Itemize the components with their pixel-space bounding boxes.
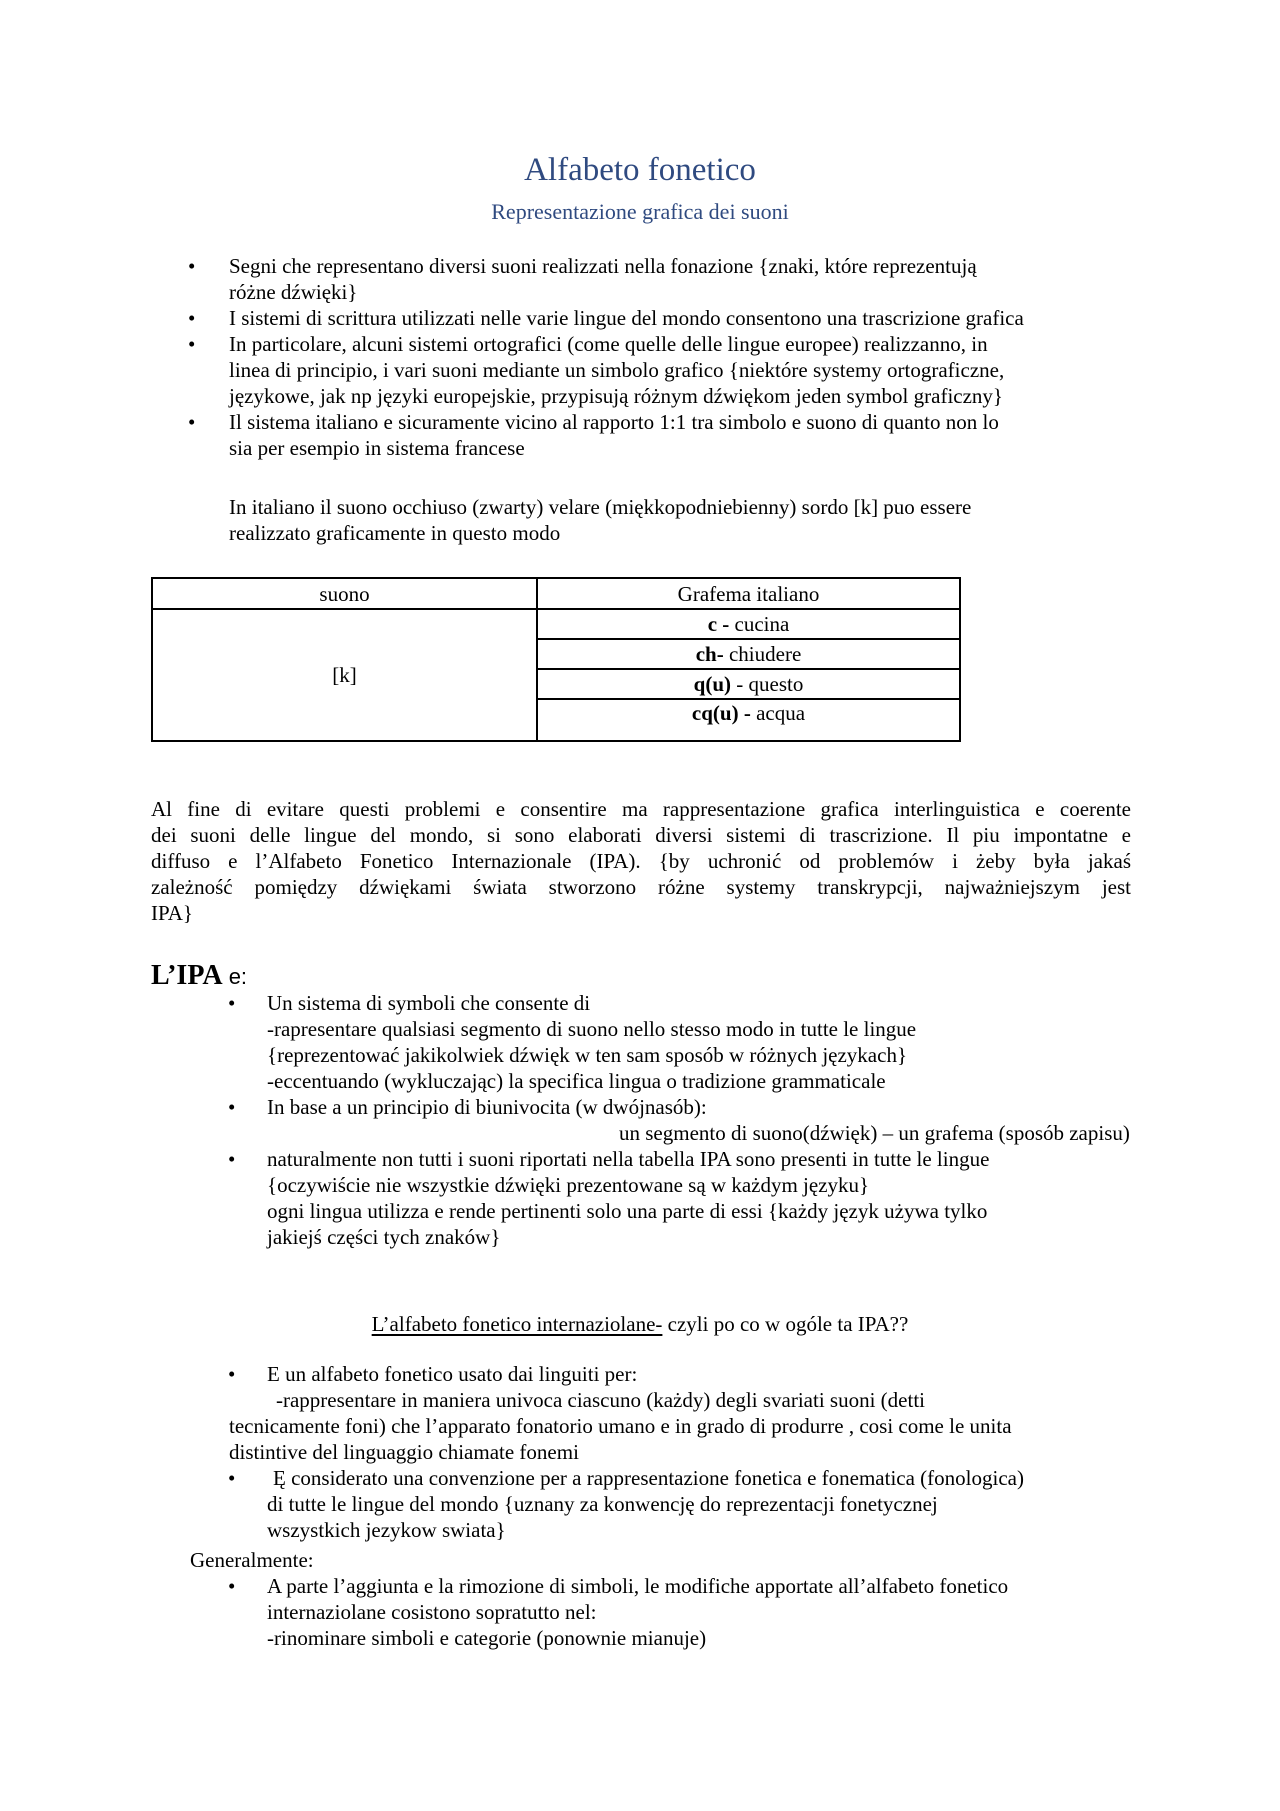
- section-bullet-list: • E un alfabeto fonetico usato dai linguiti per: -rappresentare in maniera univoca ciascuno (każdy) degli svariati suoni (detti tecnicamente foni) che l’apparato fonatorio umano e in grado di produrre , cosi come le unita distintive del linguaggio chiamate fonemi • Ę considerato una convenzione per a rappresentazione fonetica e fonematica (fonologica) di tutte le lingue del mondo {uznany za konwencję do reprezentacji fonetycznej wszystkich jezykow swiata}: [0, 1361, 1280, 1543]
- bullet-icon: •: [228, 1362, 236, 1386]
- list-item: • E un alfabeto fonetico usato dai linguiti per:: [228, 1362, 638, 1386]
- bullet-icon: •: [228, 1095, 236, 1119]
- intro-bullet-list: [0, 253, 1280, 461]
- sound-cell: [k]: [152, 609, 537, 741]
- grapheme-cell: c - cucina: [537, 609, 960, 639]
- ipa-heading: L’IPA e:: [151, 960, 248, 991]
- bullet-icon: •: [228, 1466, 236, 1490]
- bullet-icon: •: [188, 306, 196, 330]
- header-cell-grapheme: Grafema italiano: [537, 578, 960, 609]
- list-item: • I sistemi di scrittura utilizzati nelle varie lingue del mondo consentono una trascrizione grafica: [188, 306, 1024, 330]
- list-item: • In particolare, alcuni sistemi ortografici (come quelle delle lingue europee) realizzanno, in linea di principio, i vari suoni mediante un simbolo grafico {niektóre systemy ortograficzne, językowe, jak np języki europejskie, przypisują różnym dźwiękom jeden symbol graficzny}: [188, 332, 1005, 408]
- table-header-row: [152, 578, 960, 609]
- grapheme-table: [151, 577, 961, 742]
- bullet-icon: •: [228, 991, 236, 1015]
- list-item: • Il sistema italiano e sicuramente vicino al rapporto 1:1 tra simbolo e suono di quanto non lo sia per esempio in sistema francese: [188, 410, 999, 460]
- bullet-icon: •: [228, 1147, 236, 1171]
- grapheme-cell: q(u) - questo: [537, 669, 960, 699]
- grapheme-cell: cq(u) - acqua: [537, 699, 960, 741]
- header-cell-sound: suono: [152, 578, 537, 609]
- list-item: • Ę considerato una convenzione per a rappresentazione fonetica e fonematica (fonologica) di tutte le lingue del mondo {uznany za konwencję do reprezentacji fonetycznej wszystkich jezykow swiata}: [228, 1466, 1024, 1542]
- grapheme-cell: ch- chiudere: [537, 639, 960, 669]
- bullet-icon: •: [188, 410, 196, 434]
- final-bullet-list: [0, 1573, 1280, 1651]
- generalmente-label: Generalmente:: [190, 1548, 314, 1572]
- document-subtitle: Representazione grafica dei suoni: [491, 199, 789, 224]
- list-item: • Un sistema di symboli che consente di -rapresentare qualsiasi segmento di suono nello stesso modo in tutte le lingue {reprezentować jakikolwiek dźwięk w ten sam sposób w różnych językach} -eccentuando (wykluczając) la specifica lingua o tradizione grammaticale: [228, 991, 917, 1093]
- ipa-bullet-list: [0, 990, 1280, 1250]
- bullet-icon: •: [188, 332, 196, 356]
- list-item: • naturalmente non tutti i suoni riportati nella tabella IPA sono presenti in tutte le lingue {oczywiście nie wszystkie dźwięki prezentowane są w każdym języku} ogni lingua utilizza e rende pertinenti solo una parte di essi {każdy język używa tylko jakiejś części tych znaków}: [228, 1147, 990, 1249]
- bullet-icon: •: [228, 1574, 236, 1598]
- list-item: • Segni che representano diversi suoni realizzati nella fonazione {znaki, które reprezentują różne dźwięki}: [188, 254, 977, 304]
- body-paragraph: Al fine di evitare questi problemi e consentire ma rappresentazione grafica interlinguistica e coerente dei suoni delle lingue del mondo, si sono elaborati diversi sistemi di trascrizione. Il piu impontatne e diffuso e l’Alfabeto Fonetico Internazionale (IPA). {by uchronić od problemów i żeby była jakaś zależność pomiędzy dźwiękami świata stworzono różne systemy transkrypcji, najważniejszym jest IPA}: [151, 797, 1131, 925]
- section-title: L’alfabeto fonetico internaziolane- czyli po co w ogóle ta IPA??: [371, 1312, 909, 1336]
- document-title: Alfabeto fonetico: [524, 152, 756, 188]
- intro-paragraph: In italiano il suono occhiuso (zwarty) velare (miękkopodniebienny) sordo [k] puo essere realizzato graficamente in questo modo: [229, 495, 972, 545]
- table-row: [152, 609, 960, 639]
- bullet-icon: •: [188, 254, 196, 278]
- list-item: • In base a un principio di biunivocita (w dwójnasób): un segmento di suono(dźwięk) – un grafema (sposób zapisu): [228, 1095, 1130, 1145]
- list-item: • A parte l’aggiunta e la rimozione di simboli, le modifiche apportate all’alfabeto fonetico internaziolane cosistono sopratutto nel: -rinominare simboli e categorie (ponownie mianuje): [228, 1574, 1009, 1650]
